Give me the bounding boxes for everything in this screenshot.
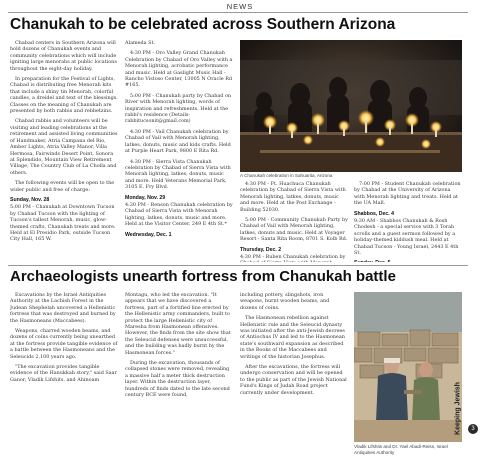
paragraph: Chabad rabbis and volunteers will be visiting and leading celebrations at the retirement and assisted living communities of Handmaker, Atria Campana del Rio, Amber Lights, Atria Valley Manor, Villa Hermosa, Fairwinds Desert Point, Sonora at Splendido, Mountain View Retirement Village, The Country Club of La Cholla and others. <box>10 118 118 176</box>
date-subhead: Shabbos, Dec. 4 <box>354 210 395 217</box>
article2-col2 <box>125 292 233 467</box>
paragraph: 4:30 PM - Ft. Huachuca Chanukah celebration by Chabad of Sierra Vista with Menorah lighting, latkes, donuts, music and more. Held at the Post Exchange - Building 52030. <box>240 181 346 213</box>
article2-col3 <box>240 292 348 467</box>
paragraph: 4:30 PM - Oro Valley Grand Chanukah Celebration by Chabad of Oro Valley with a Menorah lighting, acrobatic performance and music. Held at Gaslight Music Hall - Rancho Vistoso Center, 13005 N Oracle Rd #165. <box>125 50 233 89</box>
photo-caption: Vladik Lifshits and Dr. Yael Abadi-Reiss, Israel Antiquities Authority <box>354 444 448 455</box>
paragraph: Excavations by the Israel Antiquities Authority at the Lachish Forest in the Judean Shephelah uncovered a Hellenistic fortress that was destroyed and burned by the Hasmoneans (Maccabees). <box>10 292 116 324</box>
article2-col1 <box>10 292 118 467</box>
paragraph: 4:30 PM - Sierra Vista Chanukah celebration by Chabad of Sierra Vista with Menorah lighting, latkes, donuts, music and more. Held Veterans Memorial Park, 3105 E. Fry Blvd. <box>125 158 231 191</box>
date-subhead: Sunday, Nov. 28 <box>10 196 50 203</box>
section-label: NEWS <box>226 2 254 11</box>
paragraph: During the excavation, thousands of collapsed stones were removed, revealing a massive half a meter thick destruction layer. Within the destruction layer, hundreds of finds dated to the late second century BCE were found, <box>125 360 230 399</box>
paragraph: 5:00 PM - Chanukah party by Chabad on River with Menorah lighting, words of inspiration and refreshments. Held at the rabbi's residence (Details- rabbitucsonit@gmail.com) <box>125 92 232 125</box>
article1-col2 <box>125 40 233 262</box>
article1-col3 <box>240 181 348 262</box>
paragraph: including pottery, slingshots, iron weapons, burnt wooden beams, and dozens of coins. <box>240 292 330 311</box>
paragraph: 4:30 PM - Ruben Chanukah celebration by <box>240 254 346 261</box>
date-subhead <box>354 260 462 262</box>
archaeologists-photo <box>354 292 462 442</box>
sidebar-label: Keeping Jewish <box>454 382 462 435</box>
paragraph: Alameda St. <box>125 40 156 46</box>
paragraph: Weapons, charred wooden beams, and dozens of coins currently being unearthed at the fortress provide tangible evidence of a battle between the Hasmoneans and the Seleucids 2,100 years ago. <box>10 328 118 360</box>
paragraph: The following events will be open to the wider public and free of charge: <box>10 180 115 193</box>
paragraph: "The excavation provides tangible evidence of the Hanukkah story," said Saar Ganor, Vladik Lifshits, and Ahinoam <box>10 364 117 383</box>
paragraph: After the excavations, the fortress will undergo conservation and will be opened to the public as part of the Jewish National Fund's Kings of Judah Road project currently under development. <box>240 364 347 396</box>
article1-headline: Chanukah to be celebrated across Southern Arizona <box>10 16 396 33</box>
article1-col4 <box>354 181 462 262</box>
paragraph: Chabad centers in Southern Arizona will hold dozens of Chanukah events and community celebrations which will include igniting large menorahs at public locations throughout the eight-day holiday. <box>10 40 117 72</box>
paragraph: 5:00 PM - Chanukah at Downtown Tucson by Chabad Tucson with the lighting of Tucson's tallest Menorah, music, glow-themed crafts, Chanukah treats and more. Held at El Presidio Park, outside Tucson City Hall, 165 W. <box>10 204 116 243</box>
paragraph: In preparation for the Festival of Lights, Chabad is distributing free Menorah kits that include a shiny tin Menorah, colorful candles, a dreidel and text of the blessings. Classes on the meaning of Chanukah are presented by both rabbis and rebbetzins. <box>10 76 118 115</box>
page-number: 3 <box>468 424 478 434</box>
date-subhead: Wednesday, Dec. 1 <box>125 231 172 238</box>
article1-col1 <box>10 40 118 262</box>
paragraph: The Hasmonean rebellion against Hellenistic rule and the Seleucid dynasty was initiated after the anti-Jewish decrees of Antiochus IV and led to the Hasmonean state's southward expansion as described in the Books of the Maccabees and writings of the historian Josephus. <box>240 315 345 360</box>
chanukah-celebration-photo <box>240 40 462 172</box>
section-rule <box>8 265 468 266</box>
paragraph: 5:00 PM - Community Chanukah Party by Chabad of Vail with Menorah lighting, latkes, donuts and music. Held at Voyager Resort - Santa Rita Room, 8701 S. Kolb Rd. <box>240 217 348 243</box>
date-subhead: Thursday, Dec. 2 <box>240 246 282 253</box>
paragraph: 7:00 PM - Student Chanukah celebration by Chabad at the University of Arizona with Menorah lighting and treats. Held at the UA Mall. <box>354 181 461 207</box>
top-rule <box>8 12 468 13</box>
date-subhead: Monday, Nov. 29 <box>125 194 166 201</box>
paragraph: 4:30 PM - Benson Chanukah celebration by Chabad of Sierra Vista with Menorah lighting, latkes, donuts, music and more. Held at the Visitor Center, 249 E 4th St.* <box>125 201 233 228</box>
paragraph: 9:30 AM - Shabbos Chanukah & Rosh Chodesh - a special service with 3 Torah scrolls and a guest sermon followed by a holiday-themed kiddush meal. Held at Chabad Tucson - Young Israel, 2443 E 4th St. <box>354 218 459 257</box>
article2-headline: Archaeologists unearth fortress from Chanukah battle <box>10 268 396 285</box>
paragraph: Montagu, who led the excavation. "It appears that we have discovered a fortress, part of a fortified line erected by the Hellenistic army commanders, built to protect the large Hellenistic city of Maresha from Hasmonean offensives. However, the finds from the site show that the Seleucid defenses were unsuccessful, and the building was badly burnt by the Hasmonean forces." <box>125 292 231 356</box>
photo-caption: A Chanukah celebration in Sahuarita, Arizona <box>240 173 333 178</box>
paragraph: 4:30 PM - Vail Chanukah celebration by Chabad of Vail with Menorah lighting, latkes, donuts, music and kids crafts. Held at Purple Heart Park, 9800 E Rita Rd. <box>125 128 231 155</box>
